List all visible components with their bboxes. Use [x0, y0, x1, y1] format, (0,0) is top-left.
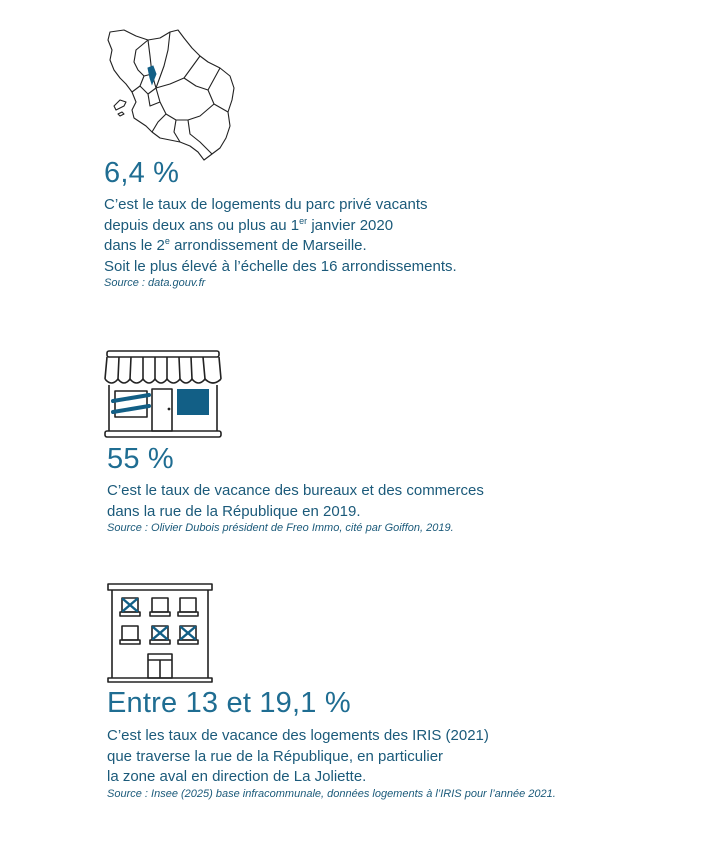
source-label: Source :: [104, 277, 145, 289]
superscript: er: [299, 215, 308, 226]
source-text: data.gouv.fr: [144, 277, 206, 289]
text-fragment: arrondissement de Marseille.: [169, 237, 367, 254]
storefront-icon: [103, 349, 223, 439]
description-line: que traverse la rue de la République, en particulier: [107, 747, 444, 765]
source-citation: [107, 788, 556, 800]
text-fragment: depuis deux ans ou plus au 1: [104, 216, 300, 234]
description-line: [104, 216, 457, 237]
stat-value: 55 %: [107, 443, 174, 475]
source-label: Source: [107, 788, 142, 800]
description-line: C’est le taux de logements du parc privé vacants: [104, 196, 428, 213]
source-label: Source: [107, 522, 142, 534]
description-line: la zone aval en direction de La Joliette.: [107, 768, 367, 785]
stat-value: 6,4 %: [104, 157, 180, 189]
description-line: C’est le taux de vacance des bureaux et des commerces: [107, 482, 484, 499]
source-text: : Olivier Dubois président de Freo Immo, cité par Goiffon, 2019.: [141, 522, 454, 534]
apartment-building-icon: [106, 582, 214, 684]
stat-description: [104, 195, 457, 277]
description-line: Soit le plus élevé à l’échelle des 16 arrondissements.: [104, 257, 457, 275]
stat-description: [107, 481, 484, 522]
source-citation: [107, 522, 454, 534]
source-citation: [104, 277, 205, 289]
marseille-map-icon: [104, 26, 240, 162]
text-fragment: janvier 2020: [307, 216, 394, 234]
description-line: [104, 236, 457, 257]
description-line: dans la rue de la République en 2019.: [107, 502, 361, 520]
stat-value: Entre 13 et 19,1 %: [107, 687, 351, 719]
description-line: C’est les taux de vacance des logements des IRIS (2021): [107, 727, 489, 744]
text-fragment: dans le 2: [104, 237, 165, 254]
stat-description: [107, 726, 489, 788]
source-text: : Insee (2025) base infracommunale, données logements à l’IRIS pour l’année 2021.: [141, 788, 556, 800]
superscript: e: [164, 236, 170, 246]
